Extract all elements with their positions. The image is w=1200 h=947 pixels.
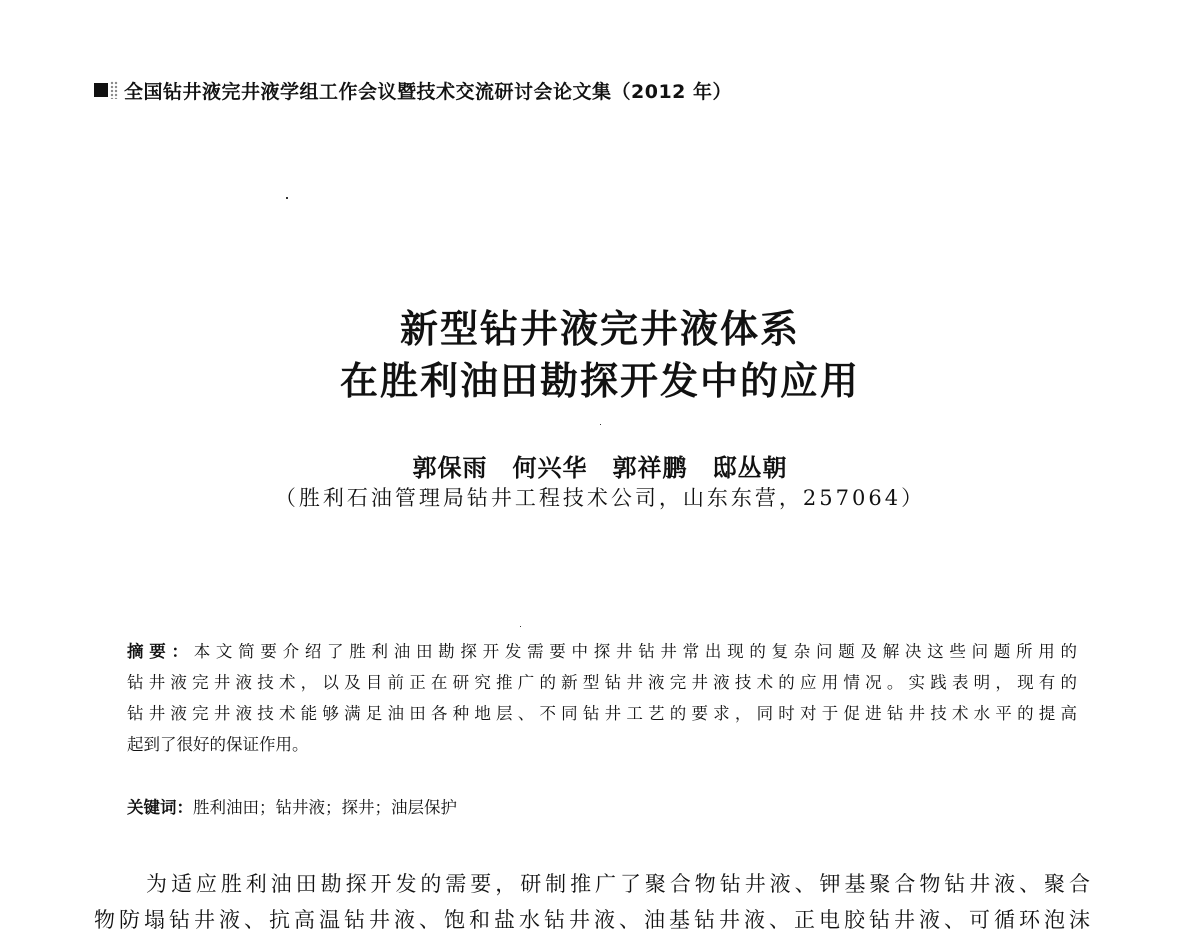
square-bullet-icon — [94, 83, 108, 97]
keywords-label: 关键词： — [127, 798, 193, 817]
keywords-text: 胜利油田；钻井液；探井；油层保护 — [193, 798, 457, 817]
scan-speck — [600, 424, 601, 425]
abstract — [127, 636, 1077, 760]
authors: 郭保雨 何兴华 郭祥鹏 邸丛朝 — [412, 454, 788, 482]
dither-mark-icon — [110, 81, 118, 99]
abstract-line-3: 钻井液完井液技术能够满足油田各种地层、不同钻井工艺的要求，同时对于促进钻井技术水平的提高 — [127, 704, 1077, 723]
header-text: 全国钻井液完井液学组工作会议暨技术交流研讨会论文集（2012 年） — [124, 80, 732, 103]
running-header — [94, 78, 732, 102]
scan-speck — [286, 197, 288, 199]
abstract-label: 摘要： — [127, 642, 194, 661]
affiliation: （胜利石油管理局钻井工程技术公司，山东东营，257064） — [274, 486, 926, 510]
body-line-2: 物防塌钻井液、抗高温钻井液、饱和盐水钻井液、油基钻井液、正电胶钻井液、可循环泡沫 — [94, 908, 1090, 932]
paper-title-line-2: 在胜利油田勘探开发中的应用 — [339, 358, 860, 403]
abstract-line-1 — [127, 636, 1077, 667]
paper-title-line-1: 新型钻井液完井液体系 — [399, 306, 800, 351]
body-line-1: 为适应胜利油田勘探开发的需要，研制推广了聚合物钻井液、钾基聚合物钻井液、聚合 — [146, 872, 1090, 896]
abstract-line-4: 起到了很好的保证作用。 — [127, 735, 309, 754]
scan-speck — [520, 626, 521, 627]
body-text — [94, 866, 1090, 938]
keywords — [127, 792, 457, 823]
abstract-text: 本文简要介绍了胜利油田勘探开发需要中探井钻井常出现的复杂问题及解决这些问题所用的 — [193, 642, 1078, 661]
abstract-line-2: 钻井液完井液技术，以及目前正在研究推广的新型钻井液完井液技术的应用情况。实践表明，现有的 — [127, 673, 1077, 692]
